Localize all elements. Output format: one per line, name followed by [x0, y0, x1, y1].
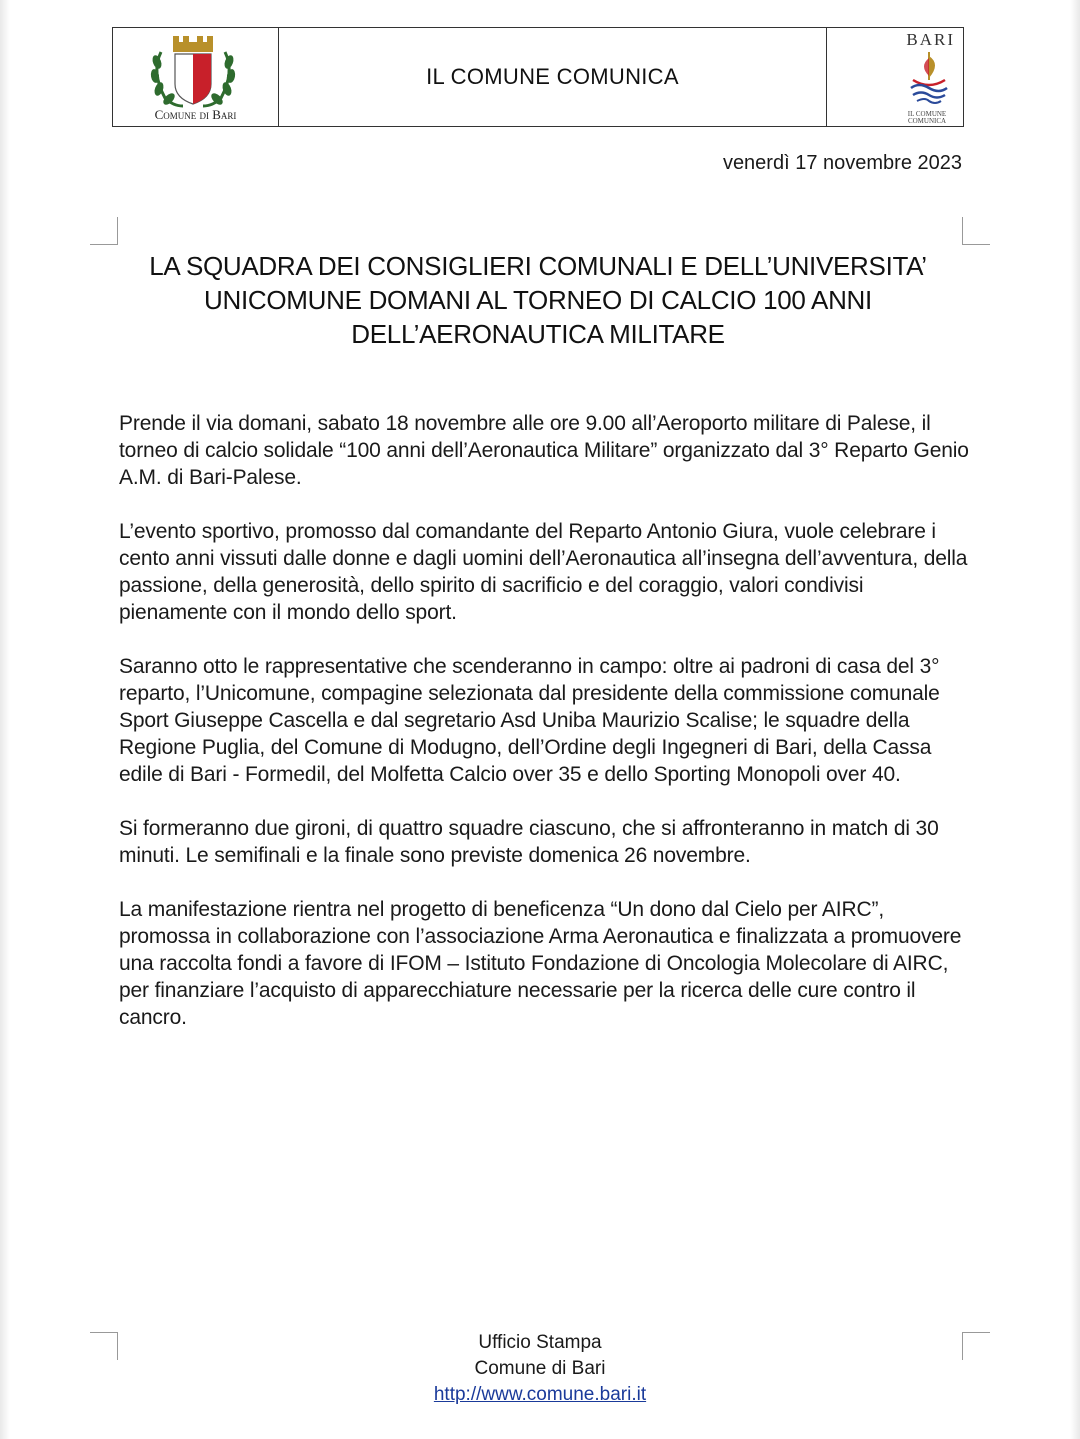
press-release-date: venerdì 17 novembre 2023 — [722, 152, 962, 174]
title-line: LA SQUADRA DEI CONSIGLIERI COMUNALI E DELL’UNIVERSITA’ — [149, 251, 927, 281]
footer-org: Comune di Bari — [474, 1358, 606, 1379]
letterhead — [112, 27, 964, 127]
letterhead-title: IL COMUNE COMUNICA — [426, 64, 679, 89]
body-paragraph: Saranno otto le rappresentative che scenderanno in campo: oltre ai padroni di casa del 3° reparto, l’Unicomune, compagine selezionata dal presidente della commissione comunale Sport Giuseppe Cascella e dal segretario Asd Uniba Maurizio Scalise; le squadre della Regione Puglia, del Comune di Modugno, dell’Ordine degli Ingegneri di Bari, della Cassa edile di Bari - Formedil, del Molfetta Calcio over 35 e dello Sporting Monopoli over 40. — [119, 655, 940, 786]
crop-mark-top-right — [962, 217, 990, 245]
body-paragraph: Prende il via domani, sabato 18 novembre alle ore 9.00 all’Aeroporto militare di Palese, il torneo di calcio solidale “100 anni dell’Aeronautica Militare” organizzato dal 3° Reparto Genio A.M. di Bari-Palese. — [119, 412, 969, 489]
crop-mark-bottom-left — [90, 1332, 118, 1360]
page-edge-left — [0, 0, 10, 1439]
footer — [340, 1330, 740, 1408]
press-release-title — [112, 249, 964, 351]
bari-ship-logo-icon — [907, 50, 951, 108]
body-paragraph: La manifestazione rientra nel progetto di beneficenza “Un dono dal Cielo per AIRC”, promossa in collaborazione con l’associazione Arma Aeronautica e finalizzata a promuovere una raccolta fondi a favore di IFOM – Istituto Fondazione di Oncologia Molecolare di AIRC, per finanziare l’acquisto di apparecchiature necessarie per la ricerca delle cure contro il cancro. — [119, 898, 962, 1029]
crop-mark-top-left — [90, 217, 118, 245]
body-paragraph: Si formeranno due gironi, di quattro squadre ciascuno, che si affronteranno in match di 30 minuti. Le semifinali e la finale sono previste domenica 26 novembre. — [119, 817, 939, 867]
bari-wordmark: BARI — [906, 30, 955, 49]
title-line: DELL’AERONAUTICA MILITARE — [351, 319, 725, 349]
website-link[interactable]: http://www.comune.bari.it — [433, 1384, 647, 1405]
press-release-body — [119, 410, 969, 1058]
bari-crest-icon — [143, 32, 243, 110]
letterhead-left-cell — [113, 28, 279, 126]
footer-office: Ufficio Stampa — [478, 1332, 602, 1353]
title-line: UNICOMUNE DOMANI AL TORNEO DI CALCIO 100 ANNI — [204, 285, 872, 315]
comune-di-bari-label: Comune di Bari — [154, 107, 237, 122]
page-edge-right — [1070, 0, 1080, 1439]
body-paragraph: L’evento sportivo, promosso dal comandante del Reparto Antonio Giura, vuole celebrare i cento anni vissuti dalle donne e dagli uomini dell’Aeronautica all’insegna dell’avventura, della passione, della generosità, dello spirito di sacrificio e del coraggio, valori condivisi pienamente con il mondo dello sport. — [119, 520, 968, 624]
crop-mark-bottom-right — [962, 1332, 990, 1360]
il-comune-comunica-small: IL COMUNE COMUNICA — [907, 110, 947, 125]
letterhead-right-cell — [826, 28, 963, 126]
